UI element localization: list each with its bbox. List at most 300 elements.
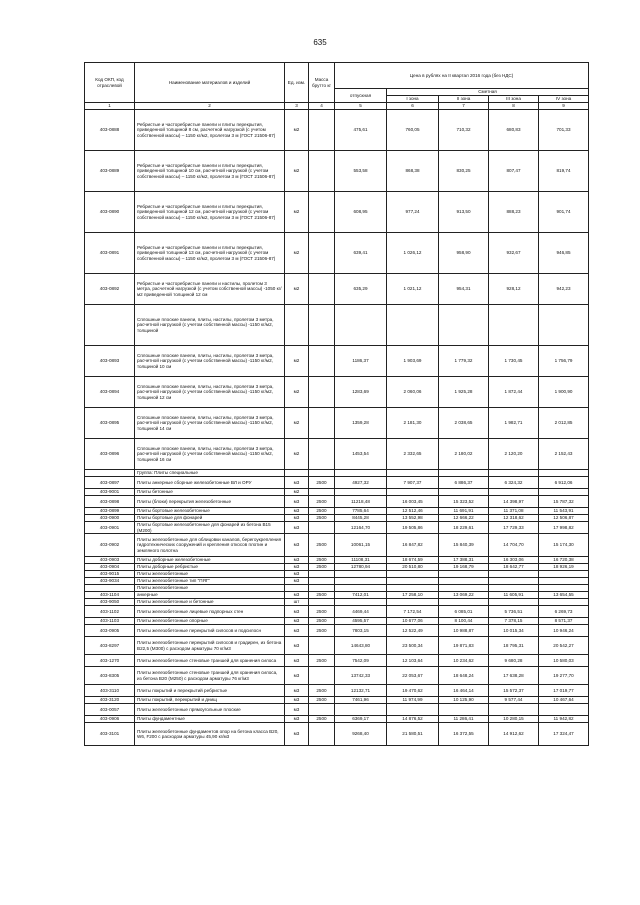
cell-zone2-price: 2 038,65 (439, 408, 489, 439)
cell-release-price: 14643,80 (335, 637, 387, 655)
cell-mass (309, 305, 335, 346)
cell-zone2-price: 13 069,22 (439, 592, 489, 599)
cell-unit (285, 585, 309, 592)
cell-mass (309, 704, 335, 716)
cell-code: 403-3120 (85, 697, 135, 704)
cell-zone2-price: 10 234,62 (439, 655, 489, 667)
cell-release-price (335, 599, 387, 606)
cell-code: 403-9050 (85, 599, 135, 606)
table-row (85, 585, 589, 592)
cell-zone2-price: 18 648,24 (439, 667, 489, 685)
cell-release-price: 4927,32 (335, 477, 387, 489)
column-number: 2 (135, 103, 285, 110)
cell-code: 403-0892 (85, 274, 135, 305)
cell-zone2-price: 16 372,55 (439, 723, 489, 746)
cell-zone2-price: 18 229,61 (439, 522, 489, 534)
cell-zone1-price: 1 021,12 (387, 274, 439, 305)
cell-unit: м3 (285, 564, 309, 571)
cell-release-price: 1359,28 (335, 408, 387, 439)
cell-name: анкерные (135, 592, 285, 599)
cell-mass: 2500 (309, 515, 335, 522)
header-zone4: IV зона (539, 96, 589, 103)
cell-zone1-price (387, 585, 439, 592)
cell-release-price: 7785,64 (335, 508, 387, 515)
cell-zone4-price: 701,33 (539, 110, 589, 151)
table-row (85, 192, 589, 233)
cell-zone2-price: 8 100,44 (439, 618, 489, 625)
cell-release-price: 6369,17 (335, 716, 387, 723)
cell-zone3-price: 11 371,08 (489, 508, 539, 515)
cell-unit: м3 (285, 571, 309, 578)
cell-zone4-price: 19 277,70 (539, 667, 589, 685)
cell-zone4-price: 11 942,82 (539, 716, 589, 723)
table-row (85, 667, 589, 685)
cell-zone1-price: 1 903,69 (387, 346, 439, 377)
table-row (85, 685, 589, 697)
cell-zone2-price (439, 470, 489, 477)
table-row (85, 716, 589, 723)
cell-zone3-price: 807,47 (489, 151, 539, 192)
cell-mass (309, 233, 335, 274)
cell-unit: м2 (285, 408, 309, 439)
cell-code: 403-8305 (85, 667, 135, 685)
column-number: 4 (309, 103, 335, 110)
cell-name: Плиты железобетонные фундаментов опор на бетона класса В20, W6, F200 с расходом арматуры 45,90 кг/м3 (135, 723, 285, 746)
cell-zone3-price (489, 489, 539, 496)
cell-zone3-price (489, 470, 539, 477)
cell-name: Плиты покрытий, перекрытий и днищ (135, 697, 285, 704)
cell-zone3-price: 12 318,62 (489, 515, 539, 522)
column-number: 8 (489, 103, 539, 110)
cell-zone2-price: 2 180,02 (439, 439, 489, 470)
cell-unit: м3 (285, 685, 309, 697)
cell-zone4-price: 20 542,27 (539, 637, 589, 655)
cell-zone4-price (539, 470, 589, 477)
column-number: 6 (387, 103, 439, 110)
table-row (85, 564, 589, 571)
cell-zone1-price: 1 026,12 (387, 233, 439, 274)
cell-mass: 2500 (309, 655, 335, 667)
header-zone2: II зона (439, 96, 489, 103)
cell-name: Плиты бортовые железобетонные для фонарей из бетона В15 (М200) (135, 522, 285, 534)
cell-unit: м3 (285, 534, 309, 557)
cell-name: Плиты железобетонные тип "ПЯГ" (135, 578, 285, 585)
column-number: 9 (539, 103, 589, 110)
cell-code: 403-0906 (85, 716, 135, 723)
cell-mass (309, 110, 335, 151)
cell-release-price: 4595,57 (335, 618, 387, 625)
cell-name: Плиты железобетонные и бетонные (135, 599, 285, 606)
cell-name: Плиты (блоки) перекрытия железобетонные (135, 496, 285, 508)
cell-zone4-price: 946,85 (539, 233, 589, 274)
cell-release-price (335, 585, 387, 592)
cell-unit: м2 (285, 489, 309, 496)
cell-zone2-price: 11 286,41 (439, 716, 489, 723)
cell-code: 403-0893 (85, 346, 135, 377)
cell-code: 403-1270 (85, 655, 135, 667)
table-row (85, 534, 589, 557)
cell-release-price: 4469,44 (335, 606, 387, 618)
cell-mass: 2500 (309, 496, 335, 508)
table-row (85, 496, 589, 508)
cell-mass (309, 599, 335, 606)
cell-zone3-price: 18 642,77 (489, 564, 539, 571)
cell-unit: м2 (285, 274, 309, 305)
column-number: 3 (285, 103, 309, 110)
cell-code: 403-0057 (85, 704, 135, 716)
cell-mass (309, 439, 335, 470)
cell-mass (309, 637, 335, 655)
cell-code: 403-0896 (85, 439, 135, 470)
cell-release-price: 608,95 (335, 192, 387, 233)
cell-zone3-price: 932,67 (489, 233, 539, 274)
cell-zone1-price: 17 258,10 (387, 592, 439, 599)
cell-name: Плиты железобетонные прямоугольные плоские (135, 704, 285, 716)
cell-mass: 2500 (309, 477, 335, 489)
cell-name: Плиты бетонные (135, 489, 285, 496)
cell-mass (309, 346, 335, 377)
cell-zone4-price (539, 578, 589, 585)
cell-name: Плиты железобетонные стеновые траншей для хранения силоса, из бетона В20 (М250) с расходом арматуры 76 кг/м3 (135, 667, 285, 685)
cell-unit: м3 (285, 716, 309, 723)
cell-zone1-price: 10 677,06 (387, 618, 439, 625)
table-row (85, 377, 589, 408)
cell-zone3-price: 9 680,28 (489, 655, 539, 667)
table-row (85, 599, 589, 606)
cell-zone1-price: 16 003,45 (387, 496, 439, 508)
cell-code: 403-0895 (85, 408, 135, 439)
table-row (85, 723, 589, 746)
cell-zone4-price: 17 324,47 (539, 723, 589, 746)
cell-name: Плиты железобетонные (135, 571, 285, 578)
cell-zone4-price: 12 506,87 (539, 515, 589, 522)
cell-zone2-price: 15 840,39 (439, 534, 489, 557)
cell-zone2-price: 11 691,91 (439, 508, 489, 515)
cell-release-price: 7803,15 (335, 625, 387, 637)
cell-mass: 2500 (309, 534, 335, 557)
cell-unit: м3 (285, 637, 309, 655)
cell-code (85, 470, 135, 477)
cell-code: 403-0902 (85, 534, 135, 557)
cell-mass (309, 489, 335, 496)
cell-mass: 2500 (309, 716, 335, 723)
cell-zone3-price: 5 736,51 (489, 606, 539, 618)
cell-release-price (335, 489, 387, 496)
cell-code: 403-1102 (85, 606, 135, 618)
column-number: 5 (335, 103, 387, 110)
table-row (85, 655, 589, 667)
cell-mass (309, 470, 335, 477)
cell-zone4-price (539, 489, 589, 496)
cell-zone3-price (489, 599, 539, 606)
cell-zone2-price: 958,90 (439, 233, 489, 274)
cell-code: 403-9001 (85, 489, 135, 496)
cell-name: Плиты доборные ребристые (135, 564, 285, 571)
cell-name: Сплошные плоские панели, плиты, настилы, пролетом 3 метра, расчетной нагрузкой (с учетом собственной массы) -1150 кг/м2, толщиной 14 см (135, 408, 285, 439)
header-release: отпускная (335, 89, 387, 103)
cell-code: 403-8297 (85, 637, 135, 655)
cell-zone4-price (539, 585, 589, 592)
cell-release-price: 7542,09 (335, 655, 387, 667)
cell-release-price (335, 704, 387, 716)
cell-code: 403-0898 (85, 496, 135, 508)
cell-zone2-price: 19 871,83 (439, 637, 489, 655)
cell-zone3-price: 1 982,71 (489, 408, 539, 439)
cell-name: Плиты железобетонные перекрытий силосов и подсилосн (135, 625, 285, 637)
cell-zone1-price: 22 053,67 (387, 667, 439, 685)
table-row (85, 578, 589, 585)
cell-code: 403-0900 (85, 515, 135, 522)
cell-zone3-price: 14 398,97 (489, 496, 539, 508)
cell-release-price (335, 470, 387, 477)
cell-zone4-price: 2 012,85 (539, 408, 589, 439)
cell-name: Ребристые и часторебристые панели и плиты перекрытия, приведенной толщиной 13 см, расчетной нагрузкой (с учетом собственной массы) – 1150 кг/м2, пролетом 3 м (ГОСТ 21506-87) (135, 233, 285, 274)
cell-zone3-price: 6 324,32 (489, 477, 539, 489)
cell-zone2-price (439, 585, 489, 592)
cell-name: Плиты анкерные сборные железобетонные ВЛ и ОРУ (135, 477, 285, 489)
cell-mass (309, 408, 335, 439)
cell-zone1-price: 977,24 (387, 192, 439, 233)
cell-unit (285, 305, 309, 346)
cell-zone1-price: 7 907,37 (387, 477, 439, 489)
cell-code: 403-0899 (85, 508, 135, 515)
cell-zone4-price: 16 720,38 (539, 557, 589, 564)
cell-zone4-price: 1 900,90 (539, 377, 589, 408)
cell-name: Ребристые и часторебристые панели и плиты перекрытия, приведенной толщиной 8 см, расчетной нагрузкой (с учетом собственной массы) – 1150 кг/м2, пролетом 3 м (ГОСТ 21506-87) (135, 110, 285, 151)
cell-code: 403-0905 (85, 625, 135, 637)
cell-zone2-price: 1 779,32 (439, 346, 489, 377)
cell-name: Плиты железобетонные стеновые траншей для хранения силоса (135, 655, 285, 667)
cell-zone3-price: 16 303,06 (489, 557, 539, 564)
table-row (85, 110, 589, 151)
cell-mass: 2500 (309, 685, 335, 697)
cell-unit: м3 (285, 667, 309, 685)
table-row (85, 274, 589, 305)
cell-zone4-price: 1 756,79 (539, 346, 589, 377)
cell-code: 403-3101 (85, 723, 135, 746)
cell-zone2-price: 19 168,79 (439, 564, 489, 571)
cell-name: Сплошные плоские панели, плиты, настилы, пролетом 3 метра, расчетной нагрузкой (с учетом собственной массы) -1150 кг/м2, толщиной (135, 305, 285, 346)
cell-code: 403-0888 (85, 110, 135, 151)
cell-release-price: 12164,70 (335, 522, 387, 534)
cell-zone1-price (387, 704, 439, 716)
cell-unit: м3 (285, 592, 309, 599)
cell-mass: 2500 (309, 625, 335, 637)
cell-zone1-price: 20 510,80 (387, 564, 439, 571)
cell-zone2-price: 10 988,87 (439, 625, 489, 637)
page-number: 635 (313, 38, 327, 47)
cell-zone4-price: 11 543,91 (539, 508, 589, 515)
cell-unit: м3 (285, 578, 309, 585)
price-table (84, 62, 589, 746)
table-row (85, 606, 589, 618)
cell-name: Плиты железобетонные опорные (135, 618, 285, 625)
cell-zone1-price (387, 305, 439, 346)
cell-unit: шт (285, 599, 309, 606)
cell-unit: м2 (285, 110, 309, 151)
cell-code: 403-1103 (85, 618, 135, 625)
table-row (85, 637, 589, 655)
table-row (85, 508, 589, 515)
cell-zone3-price: 14 912,62 (489, 723, 539, 746)
header-unit: Ед. изм. (285, 63, 309, 103)
cell-code (85, 305, 135, 346)
cell-name: Ребристые и часторебристые панели и настилы, пролетом 3 метра, расчетной нагрузкой (с учетом собственной массы) -1050 кг/м2 приведенной толщиной 12 см (135, 274, 285, 305)
cell-mass (309, 192, 335, 233)
cell-name: Плиты доборные железобетонные (135, 557, 285, 564)
cell-zone3-price: 888,23 (489, 192, 539, 233)
cell-code: 403-0901 (85, 522, 135, 534)
cell-zone2-price: 6 085,01 (439, 606, 489, 618)
cell-zone4-price: 13 654,55 (539, 592, 589, 599)
column-number-row (85, 103, 589, 110)
cell-unit (285, 470, 309, 477)
cell-release-price: 7461,96 (335, 697, 387, 704)
cell-zone2-price: 12 666,22 (439, 515, 489, 522)
cell-mass (309, 667, 335, 685)
cell-zone3-price: 1 872,44 (489, 377, 539, 408)
cell-release-price: 1283,69 (335, 377, 387, 408)
cell-code: 403-3110 (85, 685, 135, 697)
cell-code: 403-0890 (85, 192, 135, 233)
cell-release-price: 553,58 (335, 151, 387, 192)
table-row (85, 625, 589, 637)
cell-zone3-price: 17 729,33 (489, 522, 539, 534)
cell-release-price: 639,41 (335, 233, 387, 274)
cell-zone2-price: 10 125,90 (439, 697, 489, 704)
cell-unit: м2 (285, 192, 309, 233)
cell-zone4-price: 17 019,77 (539, 685, 589, 697)
cell-unit: м3 (285, 515, 309, 522)
cell-unit: м2 (285, 377, 309, 408)
cell-zone1-price: 19 470,62 (387, 685, 439, 697)
cell-code: 403-0889 (85, 151, 135, 192)
cell-zone2-price (439, 489, 489, 496)
cell-name: Плиты бортовые железобетонные (135, 508, 285, 515)
cell-unit: м3 (285, 522, 309, 534)
cell-zone3-price: 10 280,15 (489, 716, 539, 723)
table-row (85, 697, 589, 704)
cell-zone4-price: 10 580,03 (539, 655, 589, 667)
cell-zone1-price: 12 522,49 (387, 625, 439, 637)
cell-mass (309, 274, 335, 305)
table-row (85, 618, 589, 625)
table-row (85, 489, 589, 496)
cell-zone1-price: 13 552,98 (387, 515, 439, 522)
cell-name: Плиты фундаментные (135, 716, 285, 723)
cell-zone2-price: 913,50 (439, 192, 489, 233)
cell-code: 403-0903 (85, 557, 135, 564)
table-row (85, 305, 589, 346)
cell-zone3-price: 10 015,34 (489, 625, 539, 637)
cell-zone3-price (489, 585, 539, 592)
cell-release-price: 11218,48 (335, 496, 387, 508)
header-price-group: Цена в рублях на II квартал 2016 года (без НДС) (335, 63, 589, 89)
cell-mass: 2500 (309, 592, 335, 599)
cell-name: Плиты покрытий и перекрытий ребристые (135, 685, 285, 697)
header-estimate: Сметная (387, 89, 589, 96)
cell-code: 403-9015 (85, 571, 135, 578)
cell-zone3-price (489, 305, 539, 346)
cell-zone1-price: 2 332,65 (387, 439, 439, 470)
cell-zone1-price: 760,05 (387, 110, 439, 151)
cell-zone1-price: 7 172,54 (387, 606, 439, 618)
cell-zone4-price (539, 704, 589, 716)
table-row (85, 346, 589, 377)
cell-zone3-price: 2 120,20 (489, 439, 539, 470)
cell-zone3-price: 928,12 (489, 274, 539, 305)
cell-zone1-price: 2 181,30 (387, 408, 439, 439)
cell-zone4-price: 819,74 (539, 151, 589, 192)
cell-mass: 2500 (309, 557, 335, 564)
cell-zone2-price (439, 704, 489, 716)
cell-code: 403-0904 (85, 564, 135, 571)
cell-zone1-price: 2 060,06 (387, 377, 439, 408)
cell-zone4-price: 17 998,82 (539, 522, 589, 534)
cell-zone1-price: 14 876,52 (387, 716, 439, 723)
cell-zone2-price (439, 305, 489, 346)
table-row (85, 151, 589, 192)
cell-zone4-price: 18 926,19 (539, 564, 589, 571)
cell-name: Группа: Плиты специальные (135, 470, 285, 477)
cell-code: 403-0891 (85, 233, 135, 274)
cell-unit: м2 (285, 439, 309, 470)
cell-zone4-price (539, 599, 589, 606)
cell-mass (309, 151, 335, 192)
cell-release-price (335, 305, 387, 346)
cell-zone1-price: 12 103,64 (387, 655, 439, 667)
cell-name: Сплошные плоские панели, плиты, настилы, пролетом 3 метра, расчетной нагрузкой (с учетом собственной массы) -1150 кг/м2, толщиной 12 см (135, 377, 285, 408)
table-row (85, 522, 589, 534)
header-name: Наименование материалов и изделий (135, 63, 285, 103)
cell-unit: м3 (285, 557, 309, 564)
table-row (85, 704, 589, 716)
cell-name: Сплошные плоские панели, плиты, настилы, пролетом 3 метра, расчетной нагрузкой (с учетом собственной массы) -1150 кг/м2, толщиной 10 см (135, 346, 285, 377)
cell-zone2-price: 710,32 (439, 110, 489, 151)
cell-release-price: 9268,40 (335, 723, 387, 746)
cell-unit: м3 (285, 606, 309, 618)
column-number: 7 (439, 103, 489, 110)
cell-mass: 2500 (309, 508, 335, 515)
cell-zone2-price: 954,31 (439, 274, 489, 305)
cell-zone1-price: 19 505,86 (387, 522, 439, 534)
cell-zone4-price: 15 787,32 (539, 496, 589, 508)
header-mass: Масса брутто кг (309, 63, 335, 103)
cell-zone2-price (439, 599, 489, 606)
cell-zone4-price: 942,23 (539, 274, 589, 305)
cell-unit: м3 (285, 625, 309, 637)
cell-zone4-price (539, 305, 589, 346)
cell-mass (309, 585, 335, 592)
cell-zone4-price: 6 912,06 (539, 477, 589, 489)
cell-mass: 2500 (309, 606, 335, 618)
cell-zone4-price: 6 269,73 (539, 606, 589, 618)
cell-zone3-price: 680,83 (489, 110, 539, 151)
cell-zone2-price: 16 464,14 (439, 685, 489, 697)
table-row (85, 571, 589, 578)
cell-code: 403-9034 (85, 578, 135, 585)
header-zone1: I зона (387, 96, 439, 103)
cell-name: Сплошные плоские панели, плиты, настилы, пролетом 3 метра, расчетной нагрузкой (с учетом собственной массы) -1150 кг/м2, толщиной 16 см (135, 439, 285, 470)
cell-zone3-price: 15 572,37 (489, 685, 539, 697)
cell-name: Плиты бортовые для фонарей (135, 515, 285, 522)
cell-unit: м3 (285, 477, 309, 489)
table-row (85, 515, 589, 522)
cell-zone3-price: 14 704,70 (489, 534, 539, 557)
cell-mass (309, 578, 335, 585)
cell-name: Плиты железобетонные (135, 585, 285, 592)
cell-zone1-price: 16 847,82 (387, 534, 439, 557)
